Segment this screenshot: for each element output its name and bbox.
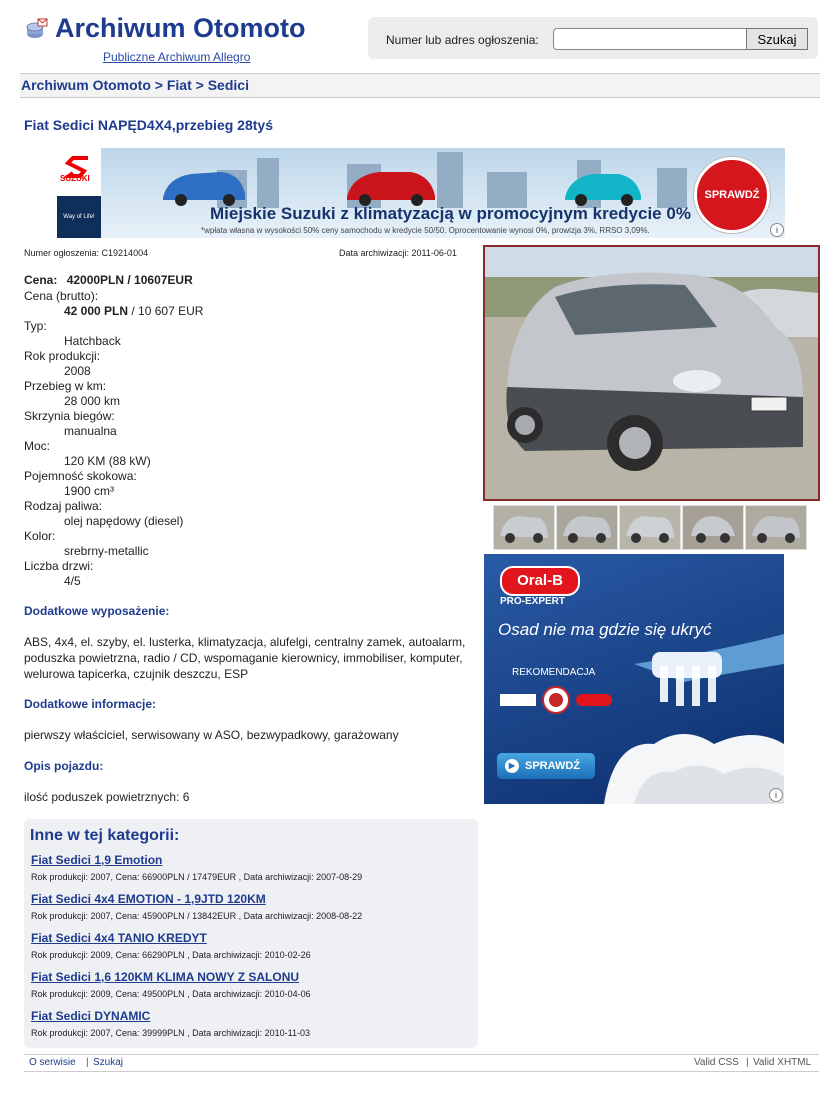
footer-about-link[interactable]: O serwisie <box>29 1057 76 1068</box>
suzuki-ad-banner[interactable] <box>57 148 785 238</box>
spec-label: Moc: <box>24 439 51 453</box>
price-value: 42000PLN / 10607EUR <box>66 273 193 287</box>
spec-value: 4/5 <box>64 574 81 588</box>
breadcrumb-separator: > <box>195 77 204 93</box>
suzuki-logo-block <box>57 148 101 238</box>
related-link[interactable]: Fiat Sedici 4x4 TANIO KREDYT <box>31 931 207 945</box>
gross-price <box>64 304 203 318</box>
related-meta: Rok produkcji: 2009, Cena: 49500PLN , Data archiwizacji: 2010-04-06 <box>31 989 311 999</box>
info-text: pierwszy właściciel, serwisowany w ASO, bezwypadkowy, garażowany <box>24 728 399 742</box>
equipment-heading: Dodatkowe wyposażenie: <box>24 604 170 618</box>
related-link[interactable]: Fiat Sedici 1,6 120KM KLIMA NOWY Z SALONU <box>31 970 300 984</box>
spec-value: manualna <box>64 424 117 438</box>
suzuki-tagline: Way of Life! <box>57 196 101 238</box>
recommendation-badge-icon <box>500 686 612 714</box>
suzuki-brand-name: SUZUKI <box>60 174 90 183</box>
search-button[interactable]: Szukaj <box>746 28 808 50</box>
spec-label: Pojemność skokowa: <box>24 469 137 483</box>
search-label: Numer lub adres ogłoszenia: <box>386 33 539 47</box>
spec-label: Rodzaj paliwa: <box>24 499 103 513</box>
oralb-cta-label: SPRAWDŹ <box>525 760 580 772</box>
price-label: Cena: <box>24 273 58 287</box>
oralb-recommendation: REKOMENDACJA <box>512 667 596 678</box>
ad-info-icon[interactable]: i <box>769 788 783 802</box>
suzuki-fine-print: *wpłata własna w wysokości 50% ceny samochodu w kredycie 50/50. Oprocentowanie wynosi 0%, prowizja 3%, RRSO 3,09%. <box>201 226 650 235</box>
car-photo-image <box>485 247 818 499</box>
spec-value: 120 KM (88 kW) <box>64 454 151 468</box>
oralb-cta-button[interactable] <box>497 753 595 779</box>
photo-thumbnail[interactable] <box>493 505 555 550</box>
footer-separator: | <box>86 1057 89 1068</box>
photo-thumbnail[interactable] <box>682 505 744 550</box>
spec-label: Typ: <box>24 319 47 333</box>
ad-info-icon[interactable]: i <box>770 223 784 237</box>
oralb-logo: Oral-B <box>500 566 580 596</box>
cars-illustration <box>157 160 657 206</box>
oralb-ad-banner[interactable] <box>484 554 784 804</box>
gross-price-pln: 42 000 PLN <box>64 304 129 318</box>
listing-title: Fiat Sedici NAPĘD4X4,przebieg 28tyś <box>24 117 273 133</box>
related-meta: Rok produkcji: 2007, Cena: 66900PLN / 17479EUR , Data archiwizacji: 2007-08-29 <box>31 872 363 882</box>
spec-label: Kolor: <box>24 529 56 543</box>
related-meta: Rok produkcji: 2009, Cena: 66290PLN , Data archiwizacji: 2010-02-26 <box>31 950 311 960</box>
archive-logo-icon <box>26 18 48 40</box>
suzuki-cta-button[interactable]: SPRAWDŹ <box>694 157 770 233</box>
footer-search-link[interactable]: Szukaj <box>93 1057 124 1068</box>
related-meta: Rok produkcji: 2007, Cena: 45900PLN / 13842EUR , Data archiwizacji: 2008-08-22 <box>31 911 363 921</box>
description-text: ilość poduszek powietrznych: 6 <box>24 790 190 804</box>
breadcrumb <box>21 77 249 93</box>
breadcrumb-make[interactable]: Fiat <box>166 77 192 93</box>
spec-value: 2008 <box>64 364 91 378</box>
suzuki-headline: Miejskie Suzuki z klimatyzacją w promocyjnym kredycie 0% <box>210 204 691 223</box>
breadcrumb-model[interactable]: Sedici <box>207 77 249 93</box>
photo-thumbnail[interactable] <box>619 505 681 550</box>
photo-thumbnail[interactable] <box>556 505 618 550</box>
allegro-archive-link[interactable]: Publiczne Archiwum Allegro <box>103 50 251 64</box>
photo-thumbnail[interactable] <box>745 505 807 550</box>
price <box>24 273 193 287</box>
valid-css-link[interactable]: Valid CSS <box>694 1057 739 1068</box>
play-arrow-icon: ▶ <box>505 759 519 773</box>
spec-value: Hatchback <box>64 334 121 348</box>
search-input[interactable] <box>553 28 750 50</box>
listing-number: Numer ogłoszenia: C19214004 <box>24 248 149 258</box>
spec-value: olej napędowy (diesel) <box>64 514 184 528</box>
related-link[interactable]: Fiat Sedici DYNAMIC <box>31 1009 151 1023</box>
related-heading: Inne w tej kategorii: <box>30 827 180 844</box>
spec-value: 28 000 km <box>64 394 121 408</box>
spec-value: srebrny-metallic <box>64 544 149 558</box>
valid-xhtml-link[interactable]: Valid XHTML <box>753 1057 812 1068</box>
oralb-headline: Osad nie ma gdzie się ukryć <box>498 620 712 639</box>
archive-date: Data archiwizacji: 2011-06-01 <box>339 248 457 258</box>
gross-price-label: Cena (brutto): <box>24 289 99 303</box>
info-heading: Dodatkowe informacje: <box>24 697 157 711</box>
equipment-text: ABS, 4x4, el. szyby, el. lusterka, klimatyzacja, alufelgi, centralny zamek, autoalarm, poduszka powietrzna, radio / CD, wspomaganie kierownicy, immobiliser, komputer, welurowa tapicerka, czujnik deszczu, ESP <box>24 635 466 681</box>
spec-label: Przebieg w km: <box>24 379 107 393</box>
related-link[interactable]: Fiat Sedici 1,9 Emotion <box>31 853 163 867</box>
spec-label: Rok produkcji: <box>24 349 101 363</box>
related-meta: Rok produkcji: 2007, Cena: 39999PLN , Data archiwizacji: 2010-11-03 <box>31 1028 310 1038</box>
footer-separator: | <box>746 1057 749 1068</box>
breadcrumb-separator: > <box>154 77 163 93</box>
main-car-photo[interactable] <box>483 245 820 501</box>
description-heading: Opis pojazdu: <box>24 759 104 773</box>
gross-price-eur: / 10 607 EUR <box>128 304 204 318</box>
spec-label: Liczba drzwi: <box>24 559 94 573</box>
site-title[interactable]: Archiwum Otomoto <box>55 13 306 43</box>
related-link[interactable]: Fiat Sedici 4x4 EMOTION - 1,9JTD 120KM <box>31 892 266 906</box>
breadcrumb-home[interactable]: Archiwum Otomoto <box>21 77 151 93</box>
spec-label: Skrzynia biegów: <box>24 409 115 423</box>
oralb-product-line: PRO-EXPERT <box>500 596 566 607</box>
spec-value: 1900 cm³ <box>64 484 115 498</box>
